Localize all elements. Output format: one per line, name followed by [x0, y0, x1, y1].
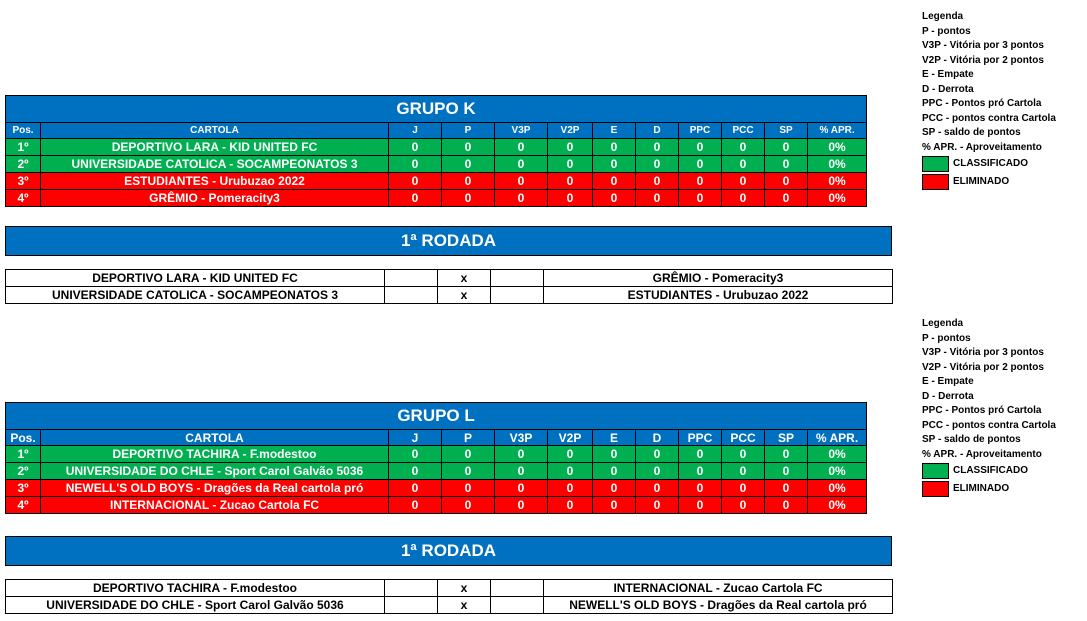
- round-header: 1ª RODADA: [5, 536, 892, 566]
- apr-cell: 0%: [808, 497, 867, 514]
- legend-eliminated: [922, 173, 1056, 191]
- away-team: INTERNACIONAL - Zucao Cartola FC: [544, 580, 893, 597]
- position-cell: 4º: [6, 190, 41, 207]
- home-score: [385, 580, 438, 597]
- apr-cell: 0%: [808, 463, 867, 480]
- p-cell: 0: [442, 497, 495, 514]
- match-row: [6, 270, 893, 287]
- pcc-cell: 0: [722, 156, 765, 173]
- legend-title: Legenda: [922, 318, 964, 329]
- column-header-v3p: V3P: [495, 430, 548, 446]
- d-cell: 0: [636, 156, 679, 173]
- column-header-pos: Pos.: [6, 123, 41, 139]
- v2p-cell: 0: [548, 480, 593, 497]
- sp-cell: 0: [765, 463, 808, 480]
- apr-cell: 0%: [808, 173, 867, 190]
- j-cell: 0: [389, 190, 442, 207]
- v3p-cell: 0: [495, 497, 548, 514]
- legend-line: SP - saldo de pontos: [922, 127, 1021, 138]
- column-header-p: P: [442, 123, 495, 139]
- column-header-cartola: CARTOLA: [41, 123, 389, 139]
- home-score: [385, 287, 438, 304]
- legend-classified: [922, 462, 1056, 480]
- ppc-cell: 0: [679, 446, 722, 463]
- apr-cell: 0%: [808, 480, 867, 497]
- v2p-cell: 0: [548, 156, 593, 173]
- e-cell: 0: [593, 463, 636, 480]
- team-cell: GRÊMIO - Pomeracity3: [41, 190, 389, 207]
- legend-panel: [922, 10, 1056, 191]
- sp-cell: 0: [765, 173, 808, 190]
- column-header-ppc: PPC: [679, 123, 722, 139]
- eliminated-label: ELIMINADO: [953, 482, 1010, 494]
- matches-table-group-l: [5, 579, 893, 614]
- column-header-v2p: V2P: [548, 430, 593, 446]
- away-score: [491, 287, 544, 304]
- legend-line: D - Derrota: [922, 390, 974, 402]
- team-cell: UNIVERSIDADE DO CHLE - Sport Carol Galvão 5036: [41, 463, 389, 480]
- position-cell: 1º: [6, 139, 41, 156]
- table-row: [6, 139, 867, 156]
- column-header-sp: SP: [765, 430, 808, 446]
- versus-separator: x: [438, 580, 491, 597]
- match-row: [6, 597, 893, 614]
- column-header-sp: SP: [765, 123, 808, 139]
- legend-title: Legenda: [922, 11, 964, 22]
- legend-line: PCC - pontos contra Cartola: [922, 112, 1056, 124]
- j-cell: 0: [389, 156, 442, 173]
- d-cell: 0: [636, 480, 679, 497]
- table-row: [6, 497, 867, 514]
- position-cell: 1º: [6, 446, 41, 463]
- standings-table-group-l: [5, 402, 867, 514]
- column-header-d: D: [636, 430, 679, 446]
- ppc-cell: 0: [679, 480, 722, 497]
- position-cell: 2º: [6, 156, 41, 173]
- v3p-cell: 0: [495, 156, 548, 173]
- legend-line: SP - saldo de pontos: [922, 434, 1021, 445]
- ppc-cell: 0: [679, 497, 722, 514]
- matches-table-group-k: [5, 269, 893, 304]
- d-cell: 0: [636, 497, 679, 514]
- v2p-cell: 0: [548, 139, 593, 156]
- legend-panel: [922, 317, 1056, 498]
- v3p-cell: 0: [495, 139, 548, 156]
- e-cell: 0: [593, 139, 636, 156]
- legend-line: PCC - pontos contra Cartola: [922, 419, 1056, 431]
- e-cell: 0: [593, 497, 636, 514]
- j-cell: 0: [389, 497, 442, 514]
- table-row: [6, 156, 867, 173]
- v2p-cell: 0: [548, 463, 593, 480]
- d-cell: 0: [636, 446, 679, 463]
- team-cell: NEWELL'S OLD BOYS - Dragões da Real cartola pró: [41, 480, 389, 497]
- away-team: NEWELL'S OLD BOYS - Dragões da Real cartola pró: [544, 597, 893, 614]
- table-row: [6, 463, 867, 480]
- team-cell: UNIVERSIDADE CATOLICA - SOCAMPEONATOS 3: [41, 156, 389, 173]
- column-header-pos: Pos.: [6, 430, 41, 446]
- v3p-cell: 0: [495, 190, 548, 207]
- v2p-cell: 0: [548, 173, 593, 190]
- home-team: UNIVERSIDADE DO CHLE - Sport Carol Galvão 5036: [6, 597, 385, 614]
- away-score: [491, 597, 544, 614]
- column-header-apr: % APR.: [808, 123, 867, 139]
- d-cell: 0: [636, 463, 679, 480]
- sp-cell: 0: [765, 156, 808, 173]
- versus-separator: x: [438, 270, 491, 287]
- home-team: DEPORTIVO TACHIRA - F.modestoo: [6, 580, 385, 597]
- p-cell: 0: [442, 173, 495, 190]
- v2p-cell: 0: [548, 190, 593, 207]
- sp-cell: 0: [765, 497, 808, 514]
- column-header-v3p: V3P: [495, 123, 548, 139]
- classified-label: CLASSIFICADO: [953, 464, 1028, 476]
- p-cell: 0: [442, 446, 495, 463]
- column-header-j: J: [389, 123, 442, 139]
- v3p-cell: 0: [495, 173, 548, 190]
- p-cell: 0: [442, 190, 495, 207]
- legend-eliminated: [922, 480, 1056, 498]
- apr-cell: 0%: [808, 446, 867, 463]
- eliminated-swatch: [922, 481, 949, 497]
- home-team: DEPORTIVO LARA - KID UNITED FC: [6, 270, 385, 287]
- team-cell: DEPORTIVO LARA - KID UNITED FC: [41, 139, 389, 156]
- apr-cell: 0%: [808, 139, 867, 156]
- classified-swatch: [922, 156, 949, 172]
- classified-swatch: [922, 463, 949, 479]
- e-cell: 0: [593, 480, 636, 497]
- legend-line: PPC - Pontos pró Cartola: [922, 98, 1042, 109]
- column-header-pcc: PCC: [722, 430, 765, 446]
- eliminated-swatch: [922, 174, 949, 190]
- e-cell: 0: [593, 173, 636, 190]
- column-header-cartola: CARTOLA: [41, 430, 389, 446]
- apr-cell: 0%: [808, 156, 867, 173]
- ppc-cell: 0: [679, 463, 722, 480]
- d-cell: 0: [636, 190, 679, 207]
- v3p-cell: 0: [495, 463, 548, 480]
- pcc-cell: 0: [722, 463, 765, 480]
- j-cell: 0: [389, 463, 442, 480]
- j-cell: 0: [389, 480, 442, 497]
- ppc-cell: 0: [679, 156, 722, 173]
- p-cell: 0: [442, 463, 495, 480]
- home-score: [385, 597, 438, 614]
- pcc-cell: 0: [722, 480, 765, 497]
- column-header-j: J: [389, 430, 442, 446]
- p-cell: 0: [442, 480, 495, 497]
- legend-line: % APR. - Aproveitamento: [922, 448, 1042, 460]
- classified-label: CLASSIFICADO: [953, 157, 1028, 169]
- legend-line: V3P - Vitória por 3 pontos: [922, 347, 1044, 358]
- e-cell: 0: [593, 156, 636, 173]
- home-score: [385, 270, 438, 287]
- v3p-cell: 0: [495, 480, 548, 497]
- legend-line: E - Empate: [922, 69, 974, 80]
- d-cell: 0: [636, 173, 679, 190]
- group-title: GRUPO K: [6, 96, 867, 123]
- v2p-cell: 0: [548, 446, 593, 463]
- eliminated-label: ELIMINADO: [953, 175, 1010, 187]
- legend-line: PPC - Pontos pró Cartola: [922, 405, 1042, 416]
- v2p-cell: 0: [548, 497, 593, 514]
- sp-cell: 0: [765, 480, 808, 497]
- legend-line: D - Derrota: [922, 83, 974, 95]
- team-cell: DEPORTIVO TACHIRA - F.modestoo: [41, 446, 389, 463]
- legend-line: P - pontos: [922, 25, 971, 37]
- position-cell: 4º: [6, 497, 41, 514]
- pcc-cell: 0: [722, 139, 765, 156]
- match-row: [6, 580, 893, 597]
- d-cell: 0: [636, 139, 679, 156]
- j-cell: 0: [389, 446, 442, 463]
- away-team: ESTUDIANTES - Urubuzao 2022: [544, 287, 893, 304]
- column-header-p: P: [442, 430, 495, 446]
- group-title: GRUPO L: [6, 403, 867, 430]
- home-team: UNIVERSIDADE CATOLICA - SOCAMPEONATOS 3: [6, 287, 385, 304]
- apr-cell: 0%: [808, 190, 867, 207]
- ppc-cell: 0: [679, 139, 722, 156]
- column-header-v2p: V2P: [548, 123, 593, 139]
- legend-line: P - pontos: [922, 332, 971, 344]
- table-row: [6, 480, 867, 497]
- legend-line: V2P - Vitória por 2 pontos: [922, 361, 1044, 373]
- legend-line: V2P - Vitória por 2 pontos: [922, 54, 1044, 66]
- sp-cell: 0: [765, 139, 808, 156]
- legend-line: E - Empate: [922, 376, 974, 387]
- legend-classified: [922, 155, 1056, 173]
- team-cell: ESTUDIANTES - Urubuzao 2022: [41, 173, 389, 190]
- p-cell: 0: [442, 156, 495, 173]
- legend-line: % APR. - Aproveitamento: [922, 141, 1042, 153]
- sp-cell: 0: [765, 446, 808, 463]
- standings-table-group-k: [5, 95, 867, 207]
- match-row: [6, 287, 893, 304]
- table-row: [6, 446, 867, 463]
- away-team: GRÊMIO - Pomeracity3: [544, 270, 893, 287]
- away-score: [491, 270, 544, 287]
- p-cell: 0: [442, 139, 495, 156]
- column-header-e: E: [593, 430, 636, 446]
- sp-cell: 0: [765, 190, 808, 207]
- column-header-e: E: [593, 123, 636, 139]
- column-header-d: D: [636, 123, 679, 139]
- team-cell: INTERNACIONAL - Zucao Cartola FC: [41, 497, 389, 514]
- e-cell: 0: [593, 190, 636, 207]
- versus-separator: x: [438, 287, 491, 304]
- position-cell: 2º: [6, 463, 41, 480]
- j-cell: 0: [389, 173, 442, 190]
- round-header: 1ª RODADA: [5, 226, 892, 256]
- ppc-cell: 0: [679, 173, 722, 190]
- legend-line: V3P - Vitória por 3 pontos: [922, 40, 1044, 51]
- e-cell: 0: [593, 446, 636, 463]
- away-score: [491, 580, 544, 597]
- pcc-cell: 0: [722, 497, 765, 514]
- table-row: [6, 190, 867, 207]
- j-cell: 0: [389, 139, 442, 156]
- position-cell: 3º: [6, 480, 41, 497]
- pcc-cell: 0: [722, 173, 765, 190]
- position-cell: 3º: [6, 173, 41, 190]
- pcc-cell: 0: [722, 446, 765, 463]
- ppc-cell: 0: [679, 190, 722, 207]
- versus-separator: x: [438, 597, 491, 614]
- column-header-ppc: PPC: [679, 430, 722, 446]
- column-header-pcc: PCC: [722, 123, 765, 139]
- v3p-cell: 0: [495, 446, 548, 463]
- pcc-cell: 0: [722, 190, 765, 207]
- table-row: [6, 173, 867, 190]
- column-header-apr: % APR.: [808, 430, 867, 446]
